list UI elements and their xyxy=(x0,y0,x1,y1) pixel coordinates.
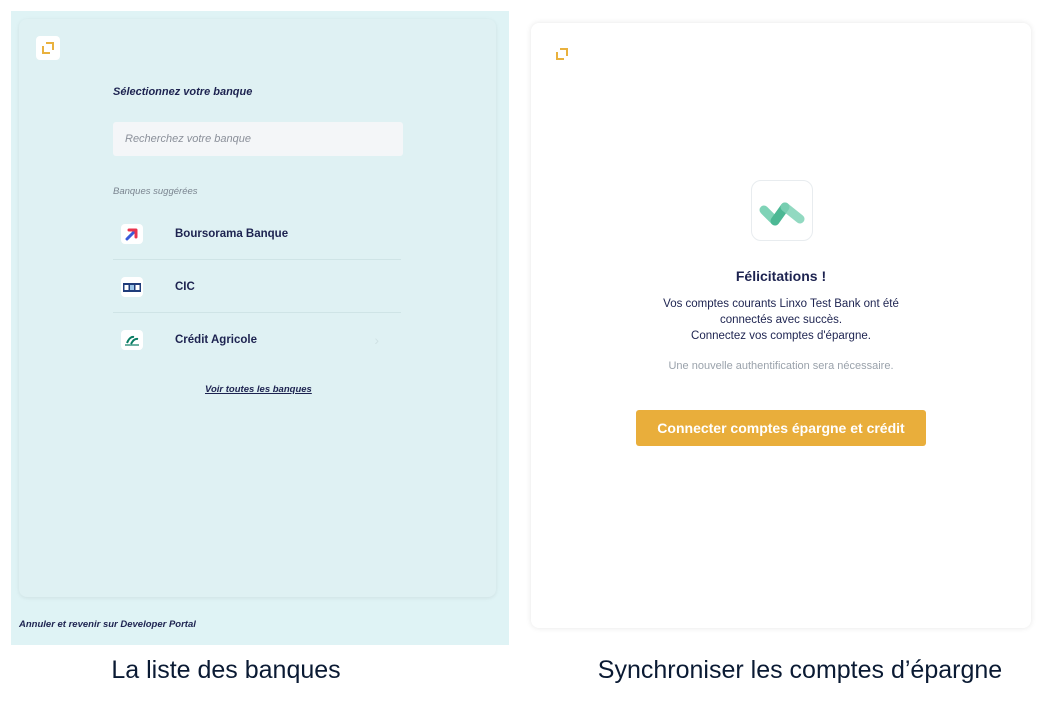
see-all-banks-link[interactable]: Voir toutes les banques xyxy=(205,384,312,395)
caption-bank-list: La liste des banques xyxy=(111,656,341,684)
bank-name: CIC xyxy=(175,281,195,293)
success-message-line-2: connectés avec succès. xyxy=(719,314,843,326)
bank-name: Boursorama Banque xyxy=(175,228,289,240)
bank-item-boursorama[interactable] xyxy=(113,208,401,260)
app-logo xyxy=(550,42,574,66)
select-bank-title: Sélectionnez votre banque xyxy=(113,86,253,98)
logo-icon xyxy=(42,42,54,54)
divider xyxy=(113,312,401,313)
bank-item-credit-agricole[interactable] xyxy=(113,314,401,366)
success-message-line-3: Connectez vos comptes d'épargne. xyxy=(691,330,871,342)
connect-savings-button[interactable]: Connecter comptes épargne et crédit xyxy=(636,410,926,446)
bank-search-input[interactable] xyxy=(113,122,403,156)
success-title: Félicitations ! xyxy=(735,268,827,284)
bank-item-cic[interactable] xyxy=(113,261,401,313)
reauth-note: Une nouvelle authentification sera nécessaire. xyxy=(668,360,894,372)
credit-agricole-logo-icon xyxy=(121,330,143,350)
cancel-link[interactable]: Annuler et revenir sur Developer Portal xyxy=(19,619,196,630)
app-logo xyxy=(36,36,60,60)
caption-sync-savings: Synchroniser les comptes d’épargne xyxy=(597,656,1003,684)
success-check-icon xyxy=(752,181,812,240)
suggested-banks-title: Banques suggérées xyxy=(113,186,198,197)
divider xyxy=(113,259,401,260)
boursorama-logo-icon xyxy=(121,224,143,244)
cic-logo-icon xyxy=(121,277,143,297)
success-message-line-1: Vos comptes courants Linxo Test Bank ont été xyxy=(663,298,899,310)
chevron-right-icon: › xyxy=(374,332,379,348)
logo-icon xyxy=(556,48,568,60)
success-badge xyxy=(751,180,813,241)
bank-name: Crédit Agricole xyxy=(175,334,258,346)
